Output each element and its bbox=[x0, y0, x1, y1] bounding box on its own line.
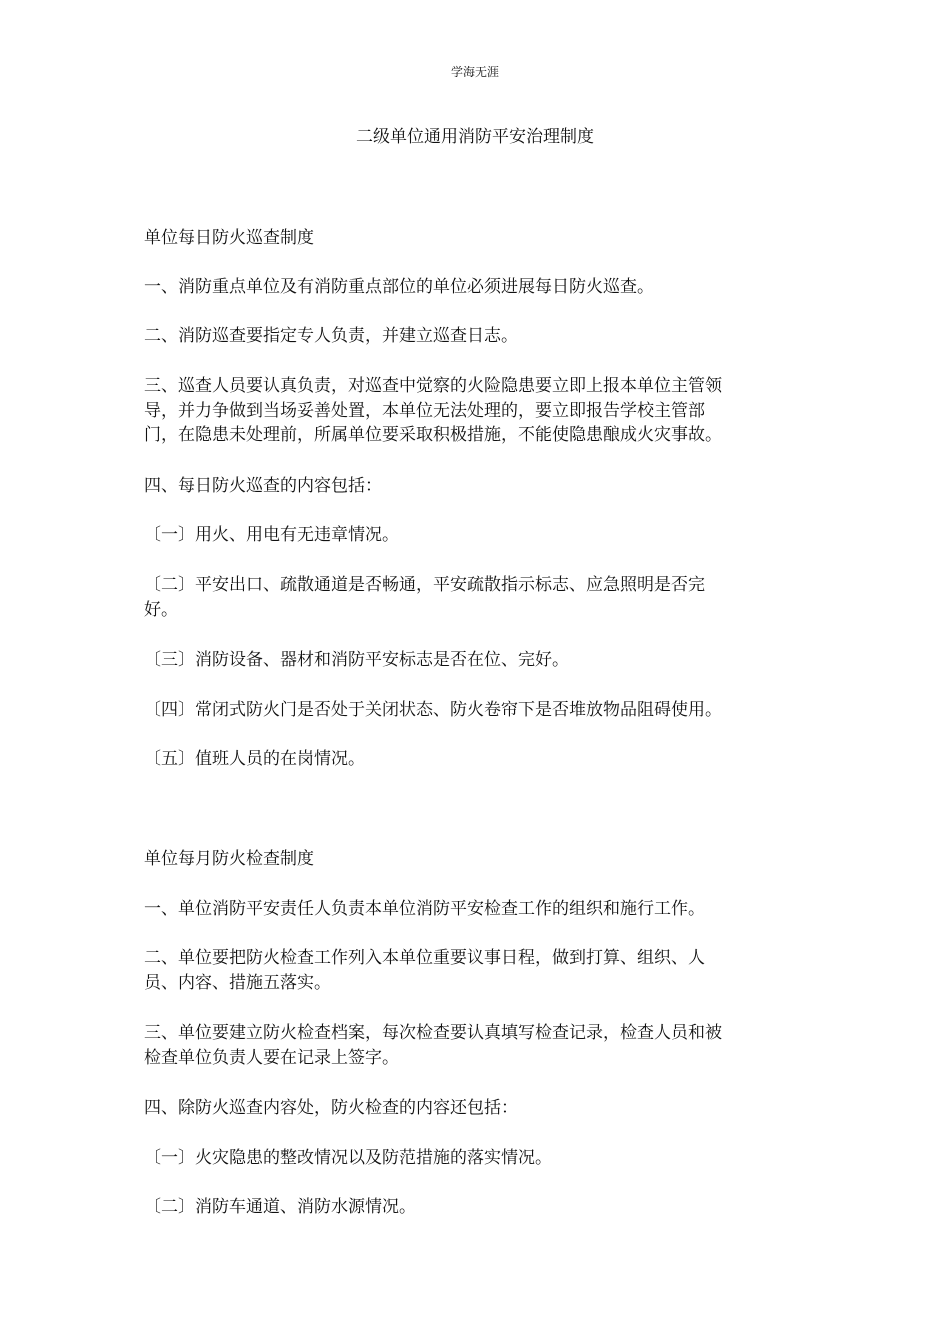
monthly-item-4: 四、除防火巡查内容处，防火检查的内容还包括： bbox=[144, 1098, 518, 1118]
section-heading-daily-patrol: 单位每日防火巡查制度 bbox=[144, 228, 314, 248]
daily-item-3: 三、巡查人员要认真负责，对巡查中觉察的火险隐患要立即上报本单位主管领 导，并力争做到当场妥善处置，本单位无法处理的，要立即报告学校主管部 门，在隐患未处理前，所属单位要采取积极措施，不能使隐患酿成火灾事故。 bbox=[144, 376, 722, 445]
daily-item-4-4: 〔四〕常闭式防火门是否处于关闭状态、防火卷帘下是否堆放物品阻碍使用。 bbox=[144, 700, 722, 720]
daily-item-4-2: 〔二〕平安出口、疏散通道是否畅通，平安疏散指示标志、应急照明是否完 好。 bbox=[144, 575, 705, 620]
daily-item-4-1: 〔一〕用火、用电有无违章情况。 bbox=[144, 525, 399, 545]
daily-item-2: 二、消防巡查要指定专人负责，并建立巡查日志。 bbox=[144, 326, 518, 346]
monthly-item-4-2: 〔二〕消防车通道、消防水源情况。 bbox=[144, 1197, 416, 1217]
daily-item-4-3: 〔三〕消防设备、器材和消防平安标志是否在位、完好。 bbox=[144, 650, 569, 670]
monthly-item-2: 二、单位要把防火检查工作列入本单位重要议事日程，做到打算、组织、人 员、内容、措施五落实。 bbox=[144, 948, 705, 993]
section-heading-monthly-check: 单位每月防火检查制度 bbox=[144, 849, 314, 869]
daily-item-1: 一、消防重点单位及有消防重点部位的单位必须进展每日防火巡查。 bbox=[144, 277, 654, 297]
monthly-item-3: 三、单位要建立防火检查档案，每次检查要认真填写检查记录，检查人员和被 检查单位负责人要在记录上签字。 bbox=[144, 1023, 722, 1068]
page-header: 学海无涯 bbox=[450, 65, 499, 79]
daily-item-4-5: 〔五〕值班人员的在岗情况。 bbox=[144, 749, 365, 769]
daily-item-4: 四、每日防火巡查的内容包括： bbox=[144, 476, 382, 496]
monthly-item-1: 一、单位消防平安责任人负责本单位消防平安检查工作的组织和施行工作。 bbox=[144, 899, 705, 919]
document-title: 二级单位通用消防平安治理制度 bbox=[356, 127, 594, 147]
monthly-item-4-1: 〔一〕火灾隐患的整改情况以及防范措施的落实情况。 bbox=[144, 1148, 552, 1168]
